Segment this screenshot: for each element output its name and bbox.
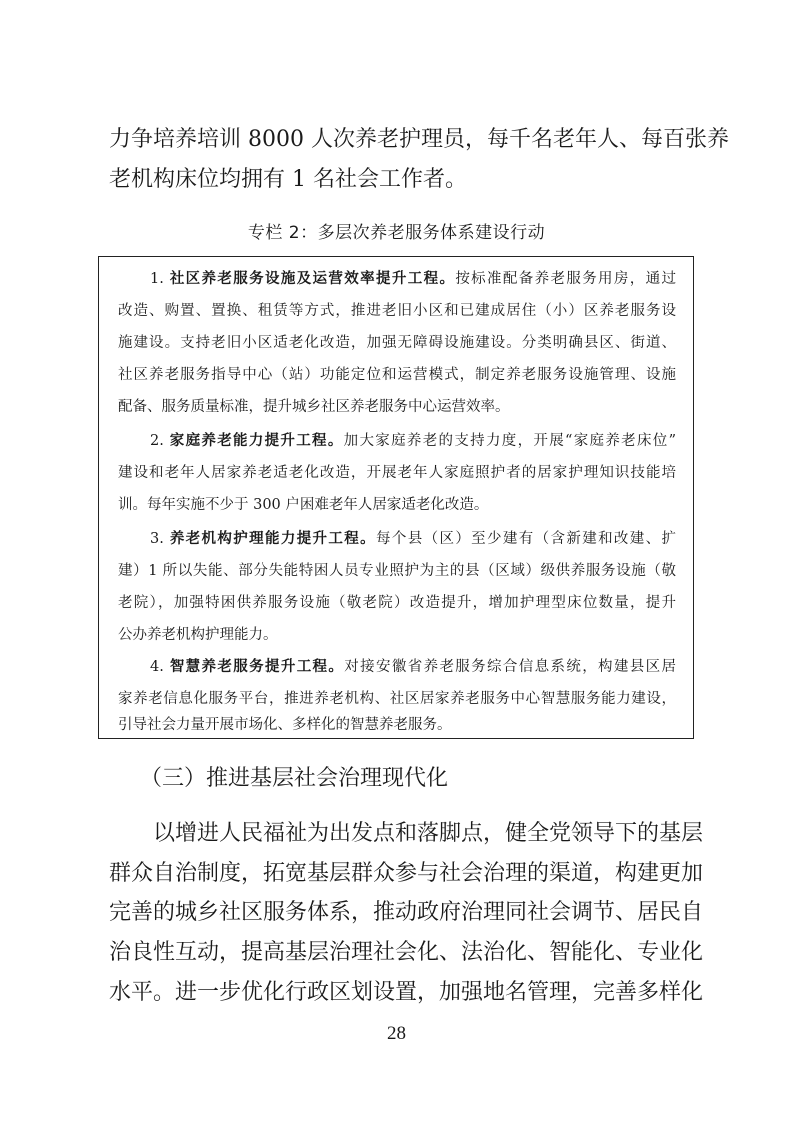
- box-line: 改造、购置、置换、租赁等方式，推进老旧小区和已建成居住（小）区养老服务设: [118, 303, 676, 319]
- box-line: 建设和老年人居家养老适老化改造，开展老年人家庭照护者的居家护理知识技能培: [118, 465, 676, 481]
- box-item-lead: [150, 657, 676, 677]
- body-line: 群众自治制度，拓宽基层群众参与社会治理的渠道，构建更加: [109, 861, 704, 886]
- box-line: 社区养老服务指导中心（站）功能定位和运营模式，制定养老服务设施管理、设施: [118, 367, 676, 383]
- section-heading: （三）推进基层社会治理现代化: [140, 766, 449, 791]
- page-number: 28: [387, 1023, 406, 1044]
- special-column-box: [98, 256, 694, 739]
- box-item-lead: [150, 529, 676, 549]
- item-lead-text: 对接安徽省养老服务综合信息系统，构建县区居: [344, 659, 676, 675]
- box-line: 建）1 所以失能、部分失能特困人员专业照护为主的县（区域）级供养服务设施（敬: [118, 563, 676, 579]
- body-line: 力争培养培训 8000 人次养老护理员，每千名老年人、每百张养: [109, 127, 729, 152]
- box-line: 配备、服务质量标准，提升城乡社区养老服务中心运营效率。: [118, 399, 510, 415]
- box-line: 公办养老机构护理能力。: [118, 627, 278, 643]
- body-line: 水平。进一步优化行政区划设置，加强地名管理，完善多样化: [109, 980, 704, 1005]
- item-number: 2.: [150, 433, 170, 449]
- box-line: 家养老信息化服务平台，推进养老机构、社区居家养老服务中心智慧服务能力建设，: [118, 691, 676, 707]
- body-line: 完善的城乡社区服务体系，推动政府治理同社会调节、居民自: [109, 900, 704, 925]
- item-lead-text: 按标准配备养老服务用房，通过: [455, 271, 677, 287]
- body-line: 老机构床位均拥有 1 名社会工作者。: [109, 167, 467, 192]
- item-heading: 养老机构护理能力提升工程。: [169, 530, 377, 547]
- box-title: 专栏 2：多层次养老服务体系建设行动: [247, 223, 546, 243]
- body-line: 以增进人民福祉为出发点和落脚点，健全党领导下的基层: [153, 821, 704, 846]
- box-line: 施建设。支持老旧小区适老化改造，加强无障碍设施建设。分类明确县区、街道、: [118, 335, 676, 351]
- item-number: 1.: [150, 271, 170, 287]
- item-heading: 社区养老服务设施及运营效率提升工程。: [169, 270, 456, 287]
- box-item-lead: [150, 431, 676, 451]
- box-line: 训。每年实施不少于 300 户困难老年人居家适老化改造。: [118, 497, 489, 513]
- item-heading: 家庭养老能力提升工程。: [169, 432, 344, 449]
- item-lead-text: 每个县（区）至少建有（含新建和改建、扩: [376, 531, 677, 547]
- box-item-lead: [150, 269, 676, 289]
- item-number: 3.: [150, 531, 170, 547]
- item-heading: 智慧养老服务提升工程。: [169, 658, 345, 675]
- item-number: 4.: [150, 659, 170, 675]
- body-line: 治良性互动，提高基层治理社会化、法治化、智能化、专业化: [109, 940, 704, 965]
- box-line: 老院），加强特困供养服务设施（敬老院）改造提升，增加护理型床位数量，提升: [118, 595, 676, 611]
- box-line: 引导社会力量开展市场化、多样化的智慧养老服务。: [118, 717, 452, 733]
- item-lead-text: 加大家庭养老的支持力度，开展“家庭养老床位”: [343, 433, 676, 449]
